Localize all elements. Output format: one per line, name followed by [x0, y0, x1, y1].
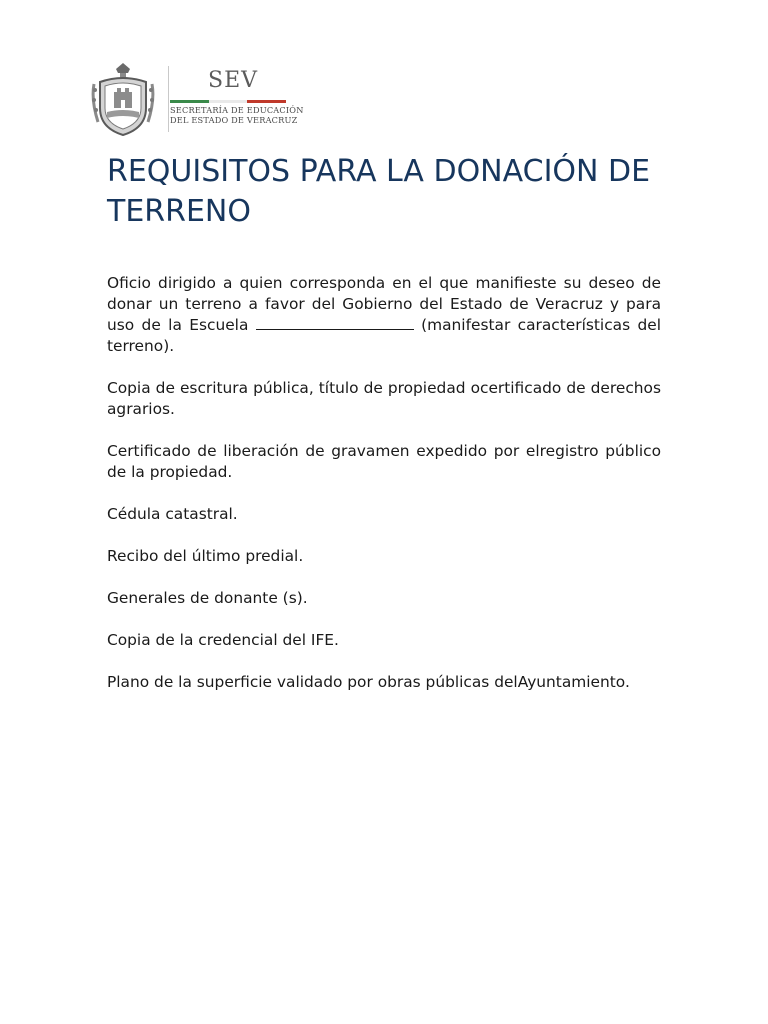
- school-name-blank: [256, 316, 414, 330]
- letterhead-line-2: DEL ESTADO DE VERACRUZ: [170, 115, 298, 125]
- letterhead-divider: [168, 66, 169, 132]
- requirement-ife: Copia de la credencial del IFE.: [107, 631, 339, 649]
- requirement-oficio-text-end: (manifestar características del terreno).: [107, 316, 661, 355]
- flag-stripe: [170, 100, 286, 103]
- requirement-predial: Recibo del último predial.: [107, 547, 304, 565]
- document-title: REQUISITOS PARA LA DONACIÓN DE TERRENO: [107, 154, 651, 229]
- requirement-oficio-text: Oficio dirigido a quien corresponda en el que manifieste su deseo de donar un terreno a favor del Gobierno del Estado de Veracruz y para uso de la Escuela: [107, 274, 661, 334]
- veracruz-coat-of-arms-icon: [90, 60, 156, 138]
- letterhead: [90, 60, 302, 138]
- requirements-list: [107, 273, 661, 714]
- requirement-escritura: Copia de escritura pública, título de propiedad ocertificado de derechos agrarios.: [107, 379, 661, 418]
- requirement-generales: Generales de donante (s).: [107, 589, 308, 607]
- requirement-cedula: Cédula catastral.: [107, 505, 238, 523]
- sev-logo-text: SEV: [208, 68, 259, 93]
- requirement-certificado: Certificado de liberación de gravamen expedido por elregistro público de la propiedad.: [107, 442, 661, 481]
- requirement-plano: Plano de la superficie validado por obras públicas delAyuntamiento.: [107, 673, 630, 691]
- letterhead-line-1: SECRETARÍA DE EDUCACIÓN: [170, 105, 304, 115]
- requirement-oficio: [107, 273, 661, 357]
